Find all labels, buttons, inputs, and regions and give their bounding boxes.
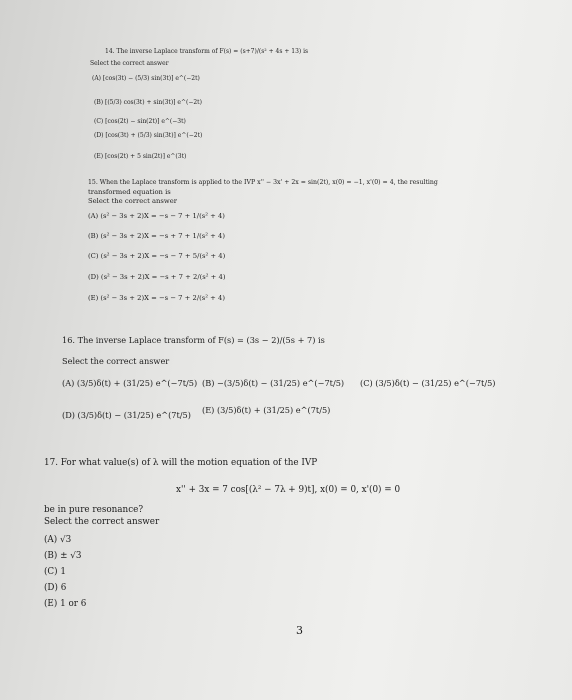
q15-stem-line2: transformed equation is: [88, 188, 171, 196]
q14-option-a[interactable]: (A) [cos(3t) − (5/3) sin(3t)] e^(−2t): [92, 75, 200, 82]
q16-option-b[interactable]: (B) −(3/5)δ(t) − (31/25) e^(−7t/5): [202, 378, 345, 388]
q17-option-e[interactable]: (E) 1 or 6: [44, 599, 87, 609]
q16-stem: 16. The inverse Laplace transform of F(s) = (3s − 2)/(5s + 7) is: [62, 335, 325, 345]
q15-option-e[interactable]: (E) (s² − 3s + 2)X = −s − 7 + 2/(s² + 4): [88, 294, 225, 302]
q15-prompt: Select the correct answer: [88, 197, 177, 205]
q14-option-d[interactable]: (D) [cos(3t) + (5/3) sin(3t)] e^(−2t): [94, 132, 203, 139]
q17-option-a[interactable]: (A) √3: [44, 535, 72, 545]
q16-option-c[interactable]: (C) (3/5)δ(t) − (31/25) e^(−7t/5): [360, 378, 496, 388]
q16-prompt: Select the correct answer: [62, 356, 170, 366]
q16-option-a[interactable]: (A) (3/5)δ(t) + (31/25) e^(−7t/5): [62, 378, 198, 388]
q15-option-a[interactable]: (A) (s² − 3s + 2)X = −s − 7 + 1/(s² + 4): [88, 212, 225, 220]
q17-equation: x'' + 3x = 7 cos[(λ² − 7λ + 9)t], x(0) = 0, x'(0) = 0: [176, 485, 401, 495]
q14-option-c[interactable]: (C) [cos(2t) − sin(2t)] e^(−3t): [94, 118, 186, 125]
q17-option-d[interactable]: (D) 6: [44, 583, 67, 593]
q14-option-e[interactable]: (E) [cos(2t) + 5 sin(2t)] e^(3t): [94, 153, 187, 160]
q17-stem: 17. For what value(s) of λ will the motion equation of the IVP: [44, 458, 318, 468]
q15-option-c[interactable]: (C) (s² − 3s + 2)X = −s − 7 + 5/(s² + 4): [88, 252, 226, 260]
q15-option-d[interactable]: (D) (s² − 3s + 2)X = −s + 7 + 2/(s² + 4): [88, 273, 226, 281]
q14-option-b[interactable]: (B) [(5/3) cos(3t) + sin(3t)] e^(−2t): [94, 99, 202, 106]
page-number: 3: [296, 624, 303, 637]
q16-option-e[interactable]: (E) (3/5)δ(t) + (31/25) e^(7t/5): [202, 405, 331, 415]
q15-option-b[interactable]: (B) (s² − 3s + 2)X = −s + 7 + 1/(s² + 4): [88, 232, 226, 240]
q16-option-d[interactable]: (D) (3/5)δ(t) − (31/25) e^(7t/5): [62, 410, 191, 420]
q17-option-c[interactable]: (C) 1: [44, 567, 66, 577]
q14-stem: 14. The inverse Laplace transform of F(s) = (s+7)/(s² + 4s + 13) is: [105, 48, 309, 55]
q17-tail: be in pure resonance?: [44, 505, 144, 515]
q17-option-b[interactable]: (B) ± √3: [44, 551, 82, 561]
q17-prompt: Select the correct answer: [44, 517, 160, 527]
q14-prompt: Select the correct answer: [90, 60, 169, 67]
q15-stem-line1: 15. When the Laplace transform is applied to the IVP x'' − 3x' + 2x = sin(2t), x(0) = −1, x'(0) = 4, the resulting: [88, 179, 438, 186]
